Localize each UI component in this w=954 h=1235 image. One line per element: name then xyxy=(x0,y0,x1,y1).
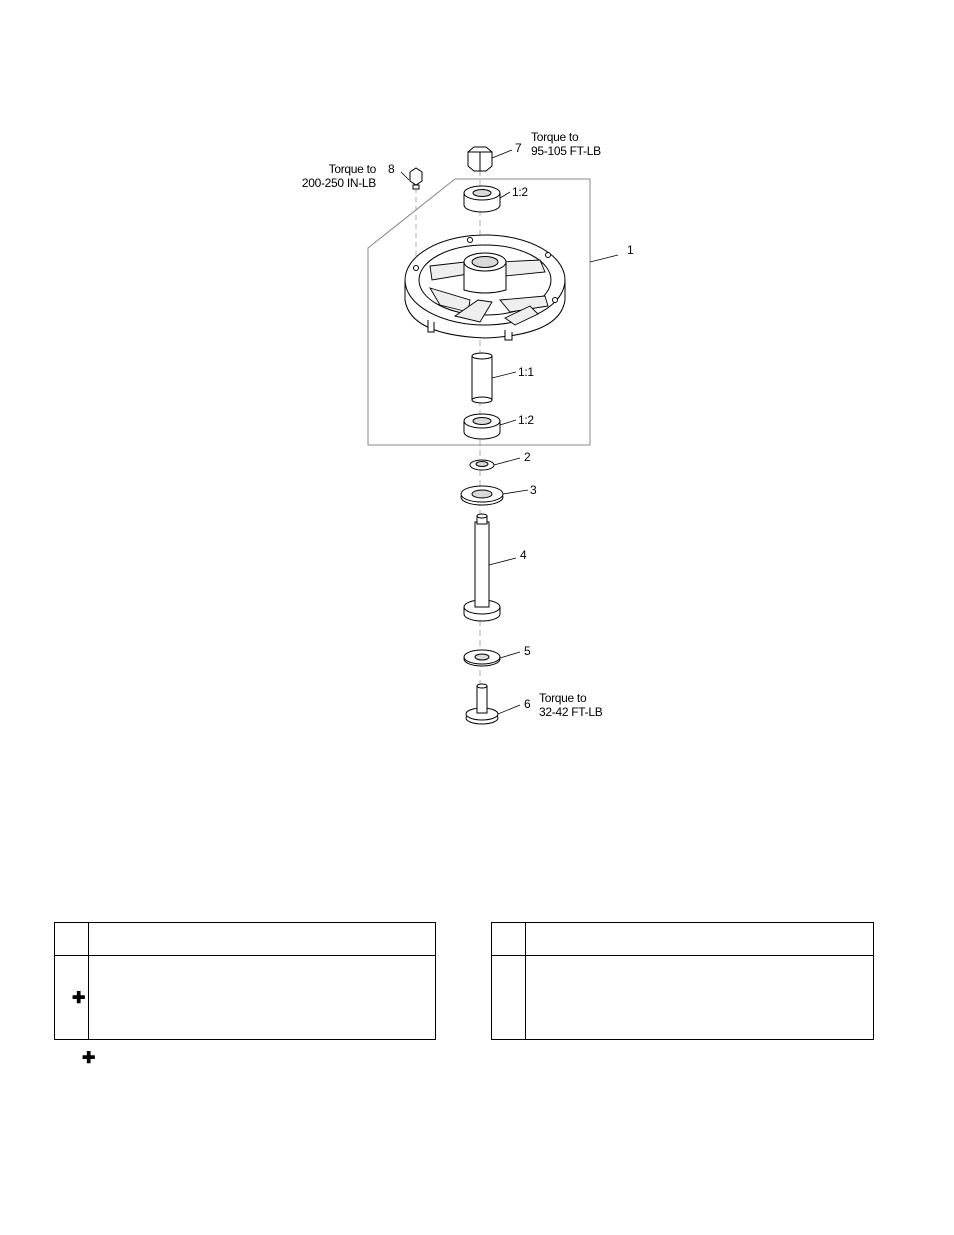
bolt-part-6 xyxy=(466,684,498,724)
callout-6: 6 xyxy=(524,697,531,711)
callout-4: 4 xyxy=(520,548,527,562)
torque-note-7 xyxy=(531,130,601,158)
callout-5: 5 xyxy=(524,644,531,658)
torque-note-6-line2: 32-42 FT-LB xyxy=(539,705,603,719)
table-left-ref-header xyxy=(55,923,89,956)
cup-part-3 xyxy=(461,486,503,505)
torque-note-6-line1: Torque to xyxy=(539,691,587,705)
footnote-marker-icon: ✚ xyxy=(82,1050,96,1067)
callout-1-1: 1:1 xyxy=(518,365,534,379)
table-right-desc-cell xyxy=(526,956,874,1040)
footnote-plus-icon: ✚ xyxy=(72,990,86,1007)
torque-note-8-line1: Torque to xyxy=(328,162,376,176)
torque-note-7-line2: 95-105 FT-LB xyxy=(531,144,601,158)
table-left-desc-header xyxy=(89,923,436,956)
table-left-desc-cell xyxy=(89,956,436,1040)
callout-2: 2 xyxy=(524,450,531,464)
washer-part-5 xyxy=(464,650,500,666)
callout-1-2-top: 1:2 xyxy=(512,185,528,199)
spindle-housing-part-1 xyxy=(405,235,565,340)
callout-7: 7 xyxy=(515,141,522,155)
torque-note-6 xyxy=(539,691,602,719)
washer-part-2 xyxy=(470,460,494,470)
parts-table-right xyxy=(491,922,874,1040)
table-right-ref-cell xyxy=(492,956,526,1040)
table-right-desc-header xyxy=(526,923,874,956)
shaft-part-4 xyxy=(464,514,500,621)
bearing-part-1-2-top xyxy=(464,186,500,212)
bearing-part-1-2-bottom xyxy=(464,414,500,439)
table-left-ref-cell xyxy=(55,956,89,1040)
callout-1: 1 xyxy=(627,243,634,257)
torque-note-7-line1: Torque to xyxy=(531,130,579,144)
bolt-part-8 xyxy=(410,168,422,189)
parts-table-left xyxy=(54,922,436,1040)
leader-lines xyxy=(401,150,618,714)
nut-part-7 xyxy=(468,147,492,171)
callout-8: 8 xyxy=(388,162,395,176)
torque-note-8 xyxy=(298,162,376,190)
callout-1-2-bottom: 1:2 xyxy=(518,413,534,427)
table-right-ref-header xyxy=(492,923,526,956)
callout-3: 3 xyxy=(530,483,537,497)
torque-note-8-line2: 200-250 IN-LB xyxy=(301,176,376,190)
spacer-part-1-1 xyxy=(472,353,492,403)
